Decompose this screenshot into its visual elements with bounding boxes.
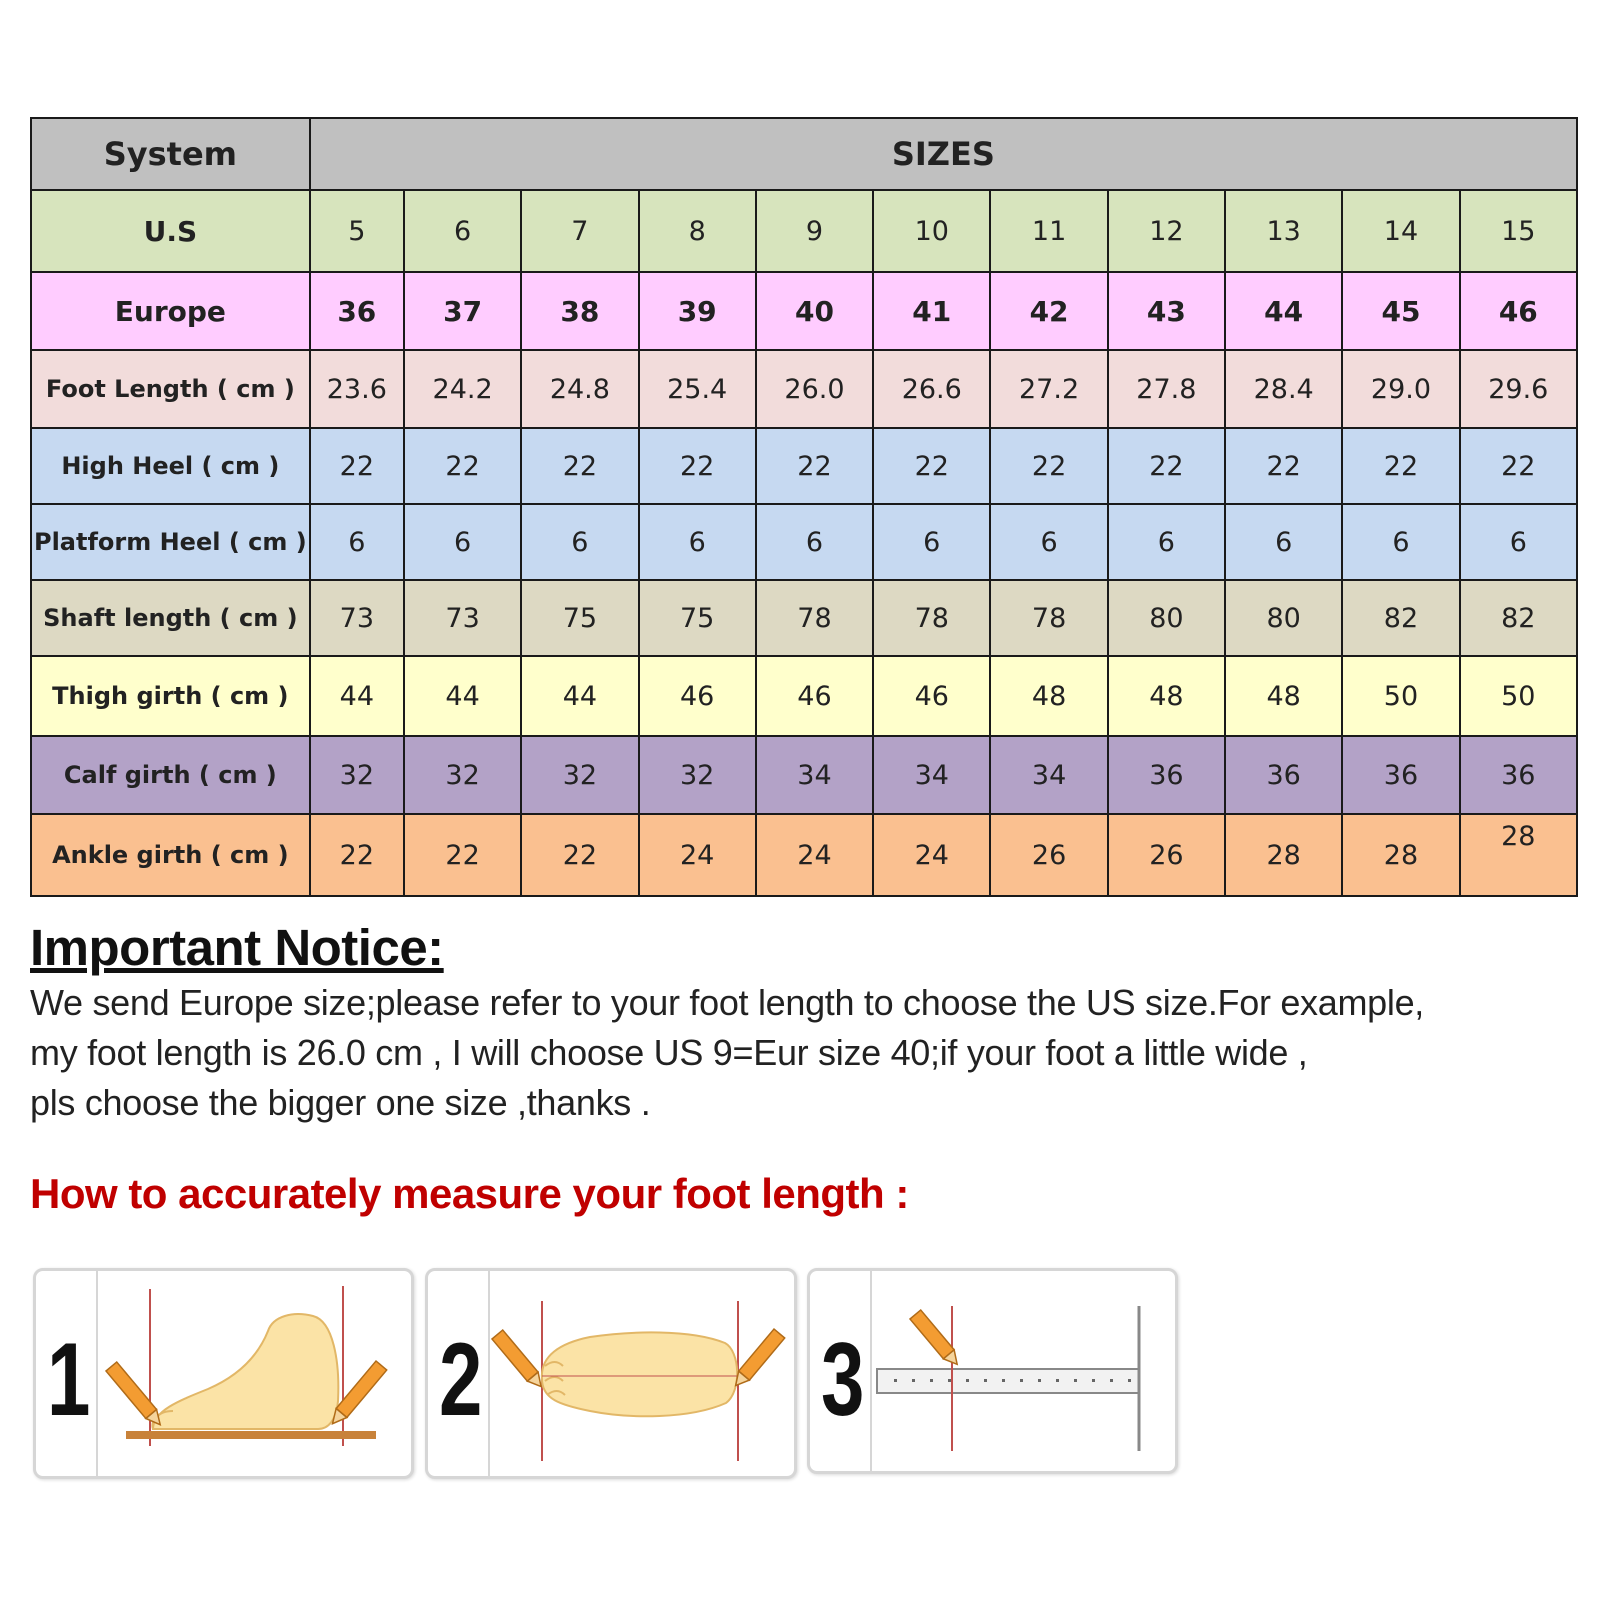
step-2-number: 2 (439, 1322, 483, 1438)
table-cell: 78 (873, 580, 990, 656)
table-cell: 28 (1460, 814, 1577, 896)
table-cell: 22 (873, 428, 990, 504)
step-3-number: 3 (821, 1322, 865, 1438)
table-cell: 12 (1108, 190, 1225, 272)
table-cell: 46 (639, 656, 756, 736)
table-cell: 50 (1460, 656, 1577, 736)
table-cell: 6 (310, 504, 404, 580)
table-cell: 14 (1342, 190, 1459, 272)
table-cell: 25.4 (639, 350, 756, 428)
table-cell: 36 (1342, 736, 1459, 814)
table-row (31, 350, 1577, 428)
table-row (31, 736, 1577, 814)
foot-top-measure-icon (490, 1271, 790, 1476)
table-cell: 11 (990, 190, 1107, 272)
table-cell: 22 (404, 428, 521, 504)
table-cell: 29.0 (1342, 350, 1459, 428)
table-cell: 22 (756, 428, 873, 504)
table-row (31, 814, 1577, 896)
table-cell: 50 (1342, 656, 1459, 736)
header-system: System (31, 118, 310, 190)
row-label: U.S (31, 190, 310, 272)
row-label: Calf girth ( cm ) (31, 736, 310, 814)
table-cell: 22 (1108, 428, 1225, 504)
step-1-number: 1 (47, 1322, 91, 1438)
notice-line-3: pls choose the bigger one size ,thanks . (30, 1082, 651, 1123)
table-cell: 48 (1225, 656, 1342, 736)
table-cell: 48 (1108, 656, 1225, 736)
table-cell: 48 (990, 656, 1107, 736)
table-cell: 24.8 (521, 350, 638, 428)
table-cell: 22 (521, 428, 638, 504)
table-cell: 73 (404, 580, 521, 656)
table-cell: 43 (1108, 272, 1225, 350)
table-cell: 6 (756, 504, 873, 580)
step-3-panel (807, 1268, 1178, 1474)
row-label: Shaft length ( cm ) (31, 580, 310, 656)
table-row (31, 656, 1577, 736)
table-cell: 22 (639, 428, 756, 504)
row-label: High Heel ( cm ) (31, 428, 310, 504)
notice-title: Important Notice: (30, 919, 444, 976)
table-cell: 6 (404, 504, 521, 580)
table-cell: 36 (1225, 736, 1342, 814)
table-cell: 36 (310, 272, 404, 350)
table-row (31, 190, 1577, 272)
table-row (31, 580, 1577, 656)
header-sizes: SIZES (310, 118, 1577, 190)
table-cell: 73 (310, 580, 404, 656)
table-cell: 7 (521, 190, 638, 272)
table-cell: 22 (1460, 428, 1577, 504)
row-label: Thigh girth ( cm ) (31, 656, 310, 736)
table-cell: 39 (639, 272, 756, 350)
table-cell: 24.2 (404, 350, 521, 428)
table-cell: 45 (1342, 272, 1459, 350)
table-cell: 6 (521, 504, 638, 580)
table-cell: 75 (521, 580, 638, 656)
notice-line-1: We send Europe size;please refer to your foot length to choose the US size.For example, (30, 982, 1425, 1023)
row-label: Foot Length ( cm ) (31, 350, 310, 428)
table-cell: 29.6 (1460, 350, 1577, 428)
table-row (31, 504, 1577, 580)
size-chart-table (30, 117, 1578, 897)
table-cell: 26 (1108, 814, 1225, 896)
table-cell: 26.6 (873, 350, 990, 428)
table-cell: 34 (756, 736, 873, 814)
table-cell: 23.6 (310, 350, 404, 428)
table-cell: 42 (990, 272, 1107, 350)
table-cell: 24 (639, 814, 756, 896)
table-cell: 46 (873, 656, 990, 736)
table-cell: 28.4 (1225, 350, 1342, 428)
table-cell: 27.2 (990, 350, 1107, 428)
table-cell: 82 (1460, 580, 1577, 656)
table-cell: 22 (990, 428, 1107, 504)
table-cell: 22 (310, 814, 404, 896)
table-cell: 6 (404, 190, 521, 272)
table-cell: 44 (521, 656, 638, 736)
step-1-panel (33, 1268, 414, 1479)
table-row (31, 428, 1577, 504)
table-cell: 22 (404, 814, 521, 896)
table-cell: 82 (1342, 580, 1459, 656)
table-cell: 38 (521, 272, 638, 350)
table-cell: 44 (404, 656, 521, 736)
table-cell: 24 (873, 814, 990, 896)
table-cell: 36 (1460, 736, 1577, 814)
table-cell: 80 (1225, 580, 1342, 656)
table-cell: 6 (990, 504, 1107, 580)
table-cell: 32 (521, 736, 638, 814)
table-cell: 22 (1225, 428, 1342, 504)
table-cell: 80 (1108, 580, 1225, 656)
table-cell: 26 (990, 814, 1107, 896)
table-cell: 26.0 (756, 350, 873, 428)
table-cell: 6 (1342, 504, 1459, 580)
table-cell: 22 (310, 428, 404, 504)
table-cell: 75 (639, 580, 756, 656)
table-cell: 78 (990, 580, 1107, 656)
table-cell: 46 (1460, 272, 1577, 350)
table-cell: 41 (873, 272, 990, 350)
table-cell: 32 (639, 736, 756, 814)
howto-heading: How to accurately measure your foot length : (30, 1170, 909, 1217)
table-cell: 24 (756, 814, 873, 896)
table-cell: 28 (1342, 814, 1459, 896)
table-cell: 10 (873, 190, 990, 272)
important-notice (30, 918, 1530, 1128)
table-cell: 15 (1460, 190, 1577, 272)
table-cell: 6 (1460, 504, 1577, 580)
table-cell: 6 (1108, 504, 1225, 580)
table-row (31, 272, 1577, 350)
table-cell: 44 (310, 656, 404, 736)
table-cell: 9 (756, 190, 873, 272)
table-cell: 46 (756, 656, 873, 736)
table-cell: 6 (873, 504, 990, 580)
table-cell: 37 (404, 272, 521, 350)
row-label: Europe (31, 272, 310, 350)
table-cell: 13 (1225, 190, 1342, 272)
table-cell: 6 (639, 504, 756, 580)
row-label: Ankle girth ( cm ) (31, 814, 310, 896)
notice-line-2: my foot length is 26.0 cm , I will choose US 9=Eur size 40;if your foot a little wide , (30, 1032, 1308, 1073)
table-cell: 36 (1108, 736, 1225, 814)
table-cell: 6 (1225, 504, 1342, 580)
table-cell: 8 (639, 190, 756, 272)
table-cell: 5 (310, 190, 404, 272)
table-cell: 32 (404, 736, 521, 814)
table-cell: 34 (990, 736, 1107, 814)
table-cell: 27.8 (1108, 350, 1225, 428)
table-cell: 22 (1342, 428, 1459, 504)
table-cell: 78 (756, 580, 873, 656)
row-label: Platform Heel ( cm ) (31, 504, 310, 580)
table-cell: 28 (1225, 814, 1342, 896)
foot-side-measure-icon (98, 1271, 408, 1476)
step-2-panel (425, 1268, 797, 1479)
table-cell: 22 (521, 814, 638, 896)
table-header-row (31, 118, 1577, 190)
table-cell: 40 (756, 272, 873, 350)
ruler-measure-icon (872, 1271, 1172, 1471)
table-cell: 34 (873, 736, 990, 814)
table-cell: 32 (310, 736, 404, 814)
table-cell: 44 (1225, 272, 1342, 350)
